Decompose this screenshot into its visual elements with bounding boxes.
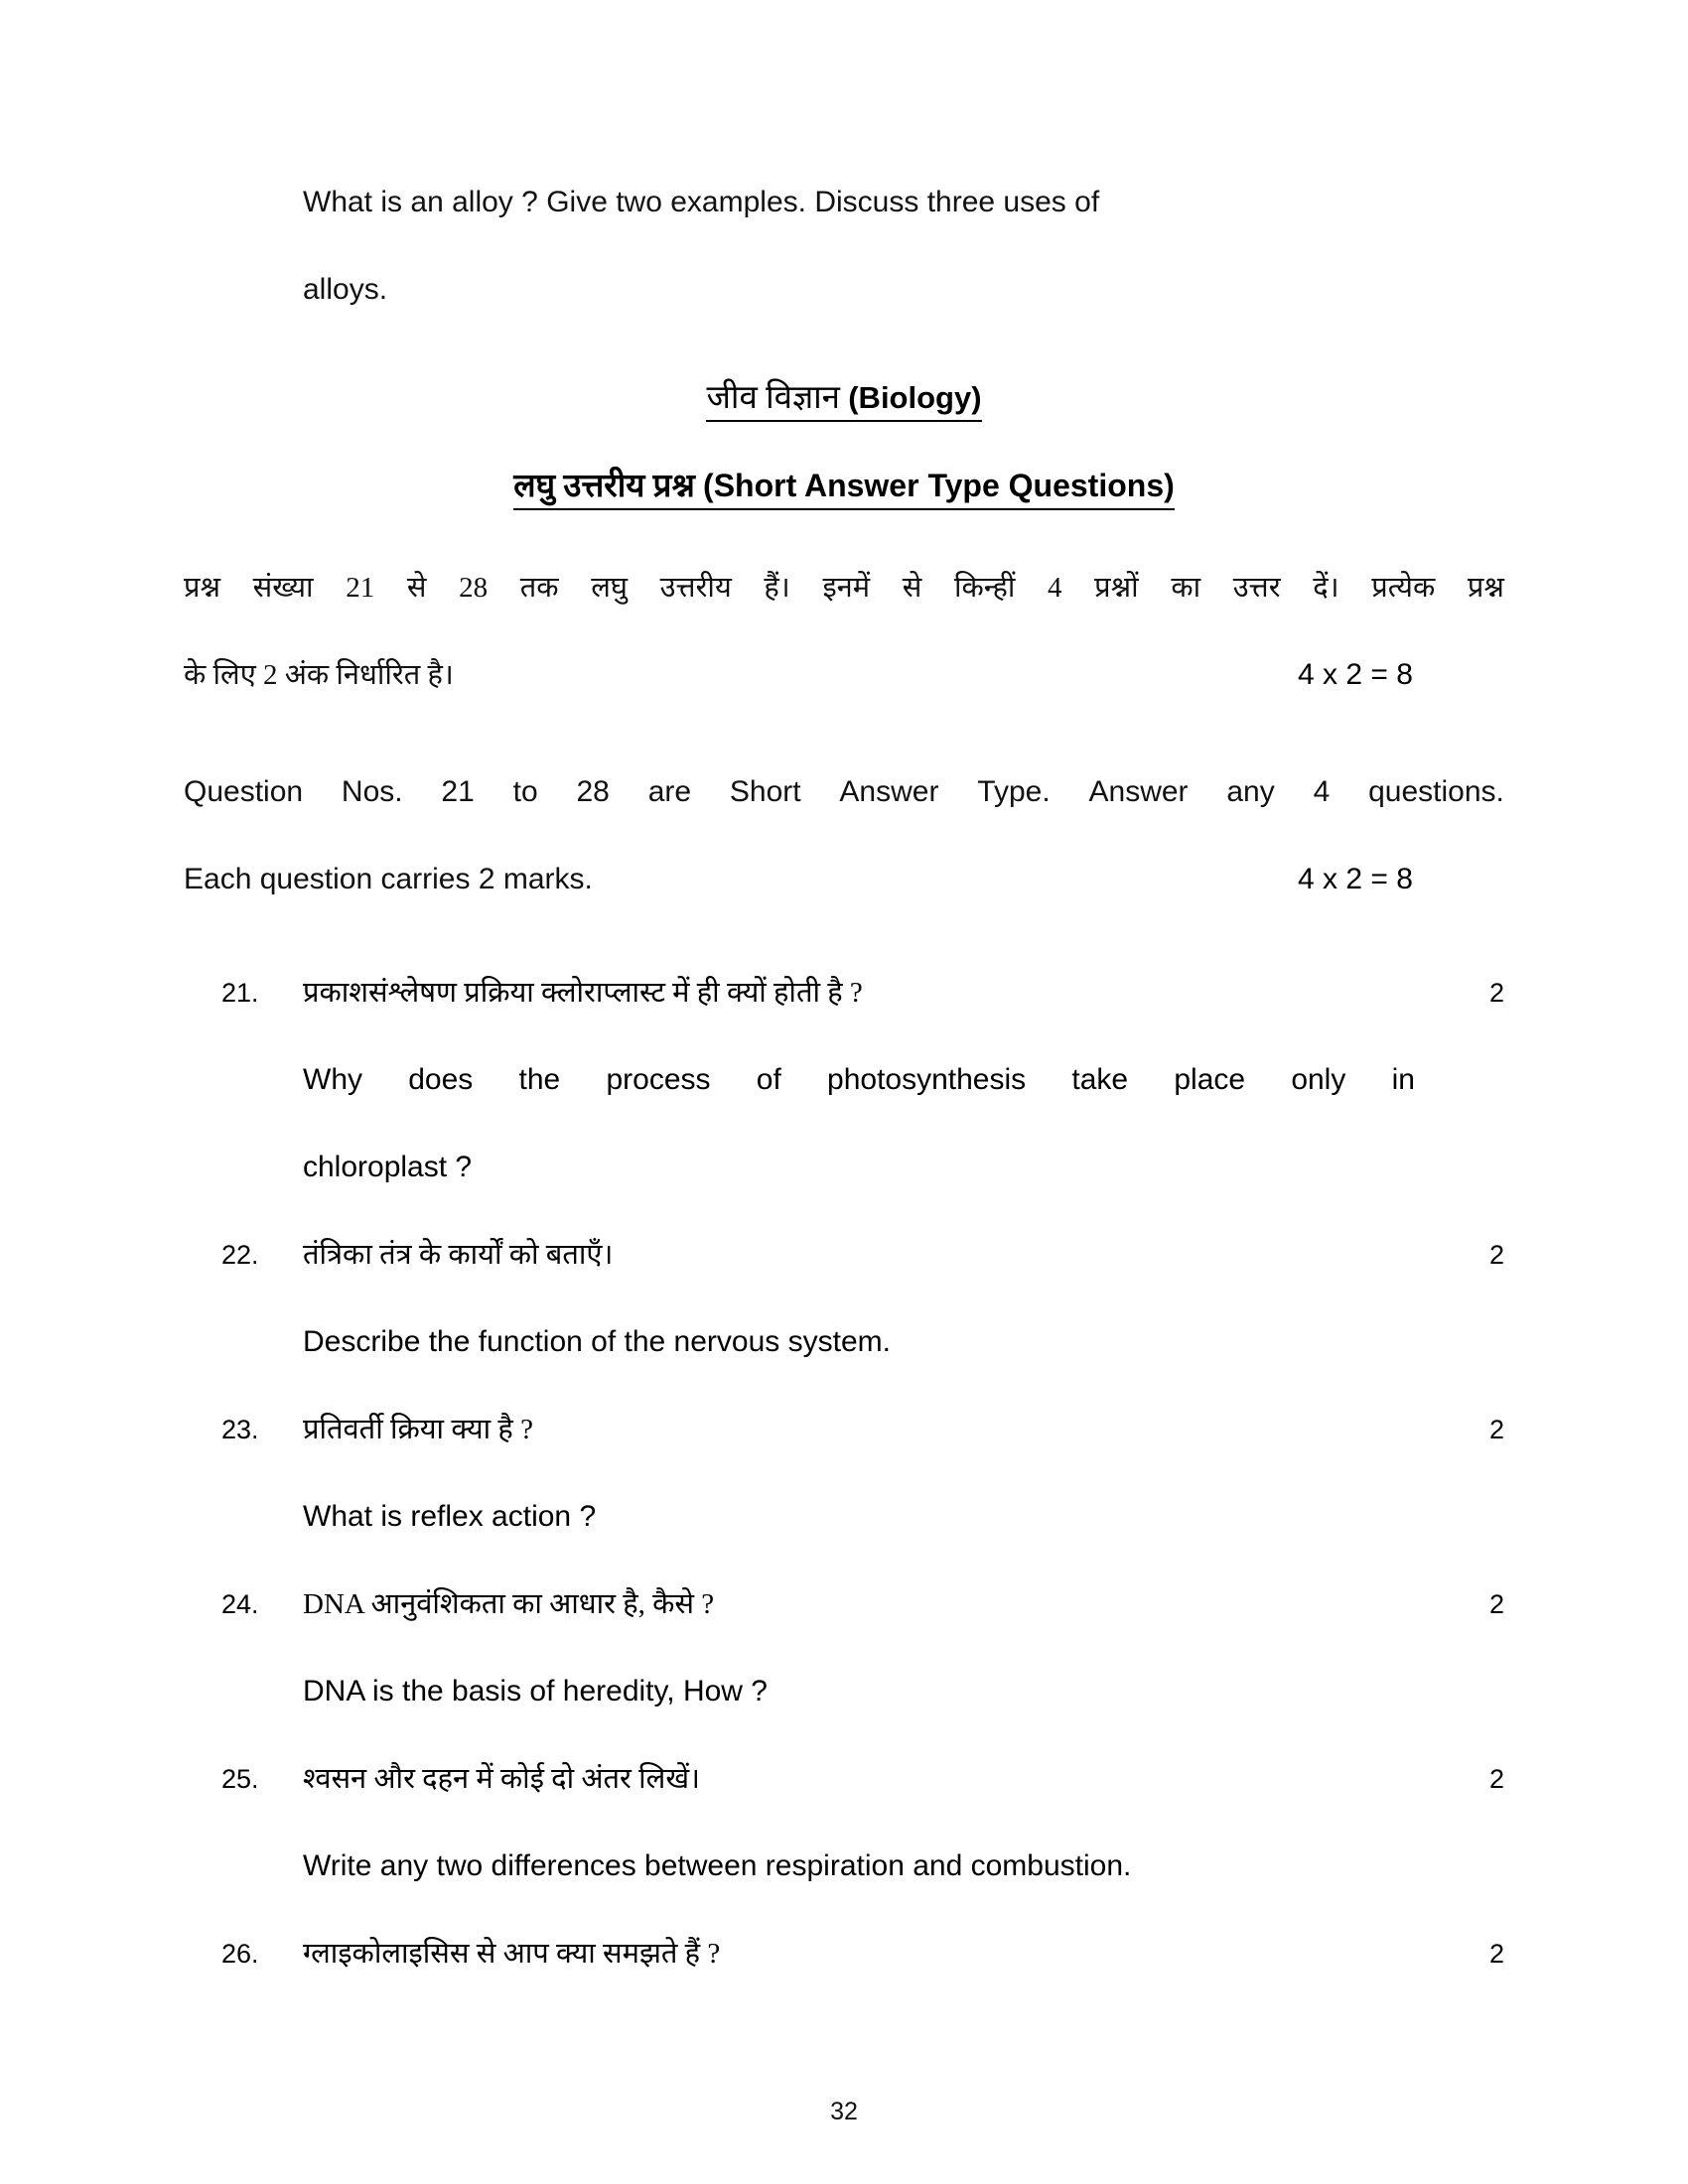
word: से xyxy=(902,572,922,604)
question-body xyxy=(303,1561,1415,1648)
question-body xyxy=(303,1386,1415,1473)
word: 28 xyxy=(576,775,610,808)
question-item xyxy=(184,1211,1504,1298)
instructions-hindi-marks: 4 x 2 = 8 xyxy=(1298,658,1413,691)
question-english-block xyxy=(184,1298,1504,1386)
word: 4 xyxy=(1313,775,1331,808)
word: take xyxy=(1071,1063,1129,1096)
question-number: 25. xyxy=(221,1764,259,1794)
continued-question-paragraph xyxy=(303,159,1504,334)
word: किन्हीं xyxy=(954,572,1016,604)
word: Why xyxy=(303,1063,362,1096)
word: Give xyxy=(546,186,608,218)
question-number: 21. xyxy=(221,978,259,1008)
question-text-hindi: तंत्रिका तंत्र के कार्यों को बताएँ। xyxy=(303,1239,614,1271)
word: Nos. xyxy=(341,775,403,808)
question-number: 22. xyxy=(221,1240,259,1270)
word: process xyxy=(606,1063,711,1096)
question-item xyxy=(184,1910,1504,1997)
question-text-english-line-2: Describe the function of the nervous system. xyxy=(303,1325,891,1358)
question-marks: 2 xyxy=(1488,1589,1504,1619)
word: इनमें xyxy=(822,572,871,604)
word: of xyxy=(756,1063,781,1096)
word: alloy xyxy=(452,186,513,218)
subject-heading-hindi: जीव विज्ञान xyxy=(706,380,849,416)
question-body-english xyxy=(303,1648,1415,1735)
word: only xyxy=(1291,1063,1346,1096)
word: Discuss xyxy=(814,186,919,218)
word: Short xyxy=(729,775,801,808)
word: प्रश्न xyxy=(1467,572,1504,604)
question-item xyxy=(184,1386,1504,1473)
question-body-english xyxy=(303,1298,1415,1386)
subject-heading-wrapper xyxy=(184,373,1504,422)
word: of xyxy=(1074,186,1100,218)
subject-heading-english: (Biology) xyxy=(848,380,982,415)
question-text-hindi: DNA आनुवंशिकता का आधार है, कैसे ? xyxy=(303,1588,715,1620)
word: प्रत्येक xyxy=(1371,572,1436,604)
section-heading-hindi: लघु उत्तरीय प्रश्न xyxy=(513,469,704,504)
word: an xyxy=(410,186,444,218)
word: uses xyxy=(1003,186,1066,218)
word: is xyxy=(380,186,403,218)
question-marks: 2 xyxy=(1488,1764,1504,1794)
question-item xyxy=(184,949,1504,1036)
word: 21 xyxy=(441,775,475,808)
question-number: 26. xyxy=(221,1939,259,1969)
question-marks: 2 xyxy=(1488,1939,1504,1969)
word: हैं। xyxy=(764,572,790,604)
word: ? xyxy=(521,186,538,218)
instructions-english-marks: 4 x 2 = 8 xyxy=(1298,863,1413,895)
word: Question xyxy=(184,775,304,808)
question-marks: 2 xyxy=(1488,978,1504,1008)
word: examples. xyxy=(670,186,806,218)
section-heading xyxy=(513,462,1175,510)
question-body xyxy=(303,949,1415,1036)
word: Answer xyxy=(839,775,939,808)
question-english-block xyxy=(184,1036,1504,1211)
instructions-english xyxy=(184,749,1504,923)
word: 21 xyxy=(346,572,375,604)
question-text-english-line-1 xyxy=(303,1036,1415,1124)
word: Answer xyxy=(1088,775,1189,808)
word: प्रश्नों xyxy=(1094,572,1139,604)
instructions-hindi-line-2-row xyxy=(184,631,1504,719)
word: 28 xyxy=(459,572,489,604)
question-item xyxy=(184,1735,1504,1823)
word: का xyxy=(1171,572,1201,604)
question-marks: 2 xyxy=(1488,1240,1504,1270)
question-text-english-line-2: Write any two differences between respiration and combustion. xyxy=(303,1849,1132,1882)
question-text-english-line-2: What is reflex action ? xyxy=(303,1500,597,1533)
word: are xyxy=(647,775,692,808)
question-text-hindi: ग्लाइकोलाइसिस से आप क्या समझते हैं ? xyxy=(303,1938,721,1970)
word: तक xyxy=(519,572,559,604)
word: place xyxy=(1174,1063,1246,1096)
continued-question-line-1 xyxy=(303,159,1504,246)
question-text-hindi: प्रकाशसंश्लेषण प्रक्रिया क्लोराप्लास्ट में ही क्यों होती है ? xyxy=(303,977,863,1009)
word: What xyxy=(303,186,373,218)
word: in xyxy=(1391,1063,1415,1096)
question-body xyxy=(303,1211,1415,1298)
question-text-hindi: प्रतिवर्ती क्रिया क्या है ? xyxy=(303,1414,533,1445)
word: से xyxy=(406,572,427,604)
word: प्रश्न xyxy=(184,572,221,604)
word: दें। xyxy=(1313,572,1339,604)
question-english-block xyxy=(184,1648,1504,1735)
word: to xyxy=(512,775,538,808)
continued-question-line-2: alloys. xyxy=(303,273,388,306)
instructions-hindi xyxy=(184,544,1504,719)
question-text-english-line-2: chloroplast ? xyxy=(303,1151,473,1183)
page-number: 32 xyxy=(830,2098,858,2125)
instructions-english-line-2: Each question carries 2 marks. xyxy=(184,863,593,895)
question-item xyxy=(184,1561,1504,1648)
question-number: 23. xyxy=(221,1415,259,1444)
word: questions. xyxy=(1368,775,1504,808)
question-body xyxy=(303,1735,1415,1823)
instructions-hindi-line-2: के लिए 2 अंक निर्धारित है। xyxy=(184,659,454,691)
question-body-english xyxy=(303,1823,1415,1910)
word: the xyxy=(518,1063,561,1096)
word: does xyxy=(408,1063,474,1096)
question-body-english xyxy=(303,1473,1415,1561)
word: photosynthesis xyxy=(827,1063,1027,1096)
word: लघु xyxy=(591,572,628,604)
question-body-english xyxy=(303,1036,1415,1211)
question-number: 24. xyxy=(221,1589,259,1619)
instructions-english-line-2-row xyxy=(184,836,1504,923)
section-heading-english: (Short Answer Type Questions) xyxy=(703,468,1175,503)
question-english-block xyxy=(184,1823,1504,1910)
question-english-block xyxy=(184,1473,1504,1561)
word: three xyxy=(926,186,996,218)
question-list xyxy=(184,949,1504,1997)
word: संख्या xyxy=(252,572,314,604)
word: two xyxy=(616,186,662,218)
word: उत्तरीय xyxy=(659,572,732,604)
word: Type. xyxy=(977,775,1051,808)
instructions-hindi-line-1 xyxy=(184,544,1504,631)
instructions-english-line-1 xyxy=(184,749,1504,836)
word: 4 xyxy=(1048,572,1062,604)
question-text-hindi: श्वसन और दहन में कोई दो अंतर लिखें। xyxy=(303,1763,701,1795)
word: उत्तर xyxy=(1232,572,1281,604)
question-text-english-line-2: DNA is the basis of heredity, How ? xyxy=(303,1675,768,1707)
question-marks: 2 xyxy=(1488,1415,1504,1444)
section-heading-wrapper xyxy=(184,462,1504,510)
word: any xyxy=(1226,775,1275,808)
subject-heading xyxy=(706,373,981,422)
question-body xyxy=(303,1910,1415,1997)
